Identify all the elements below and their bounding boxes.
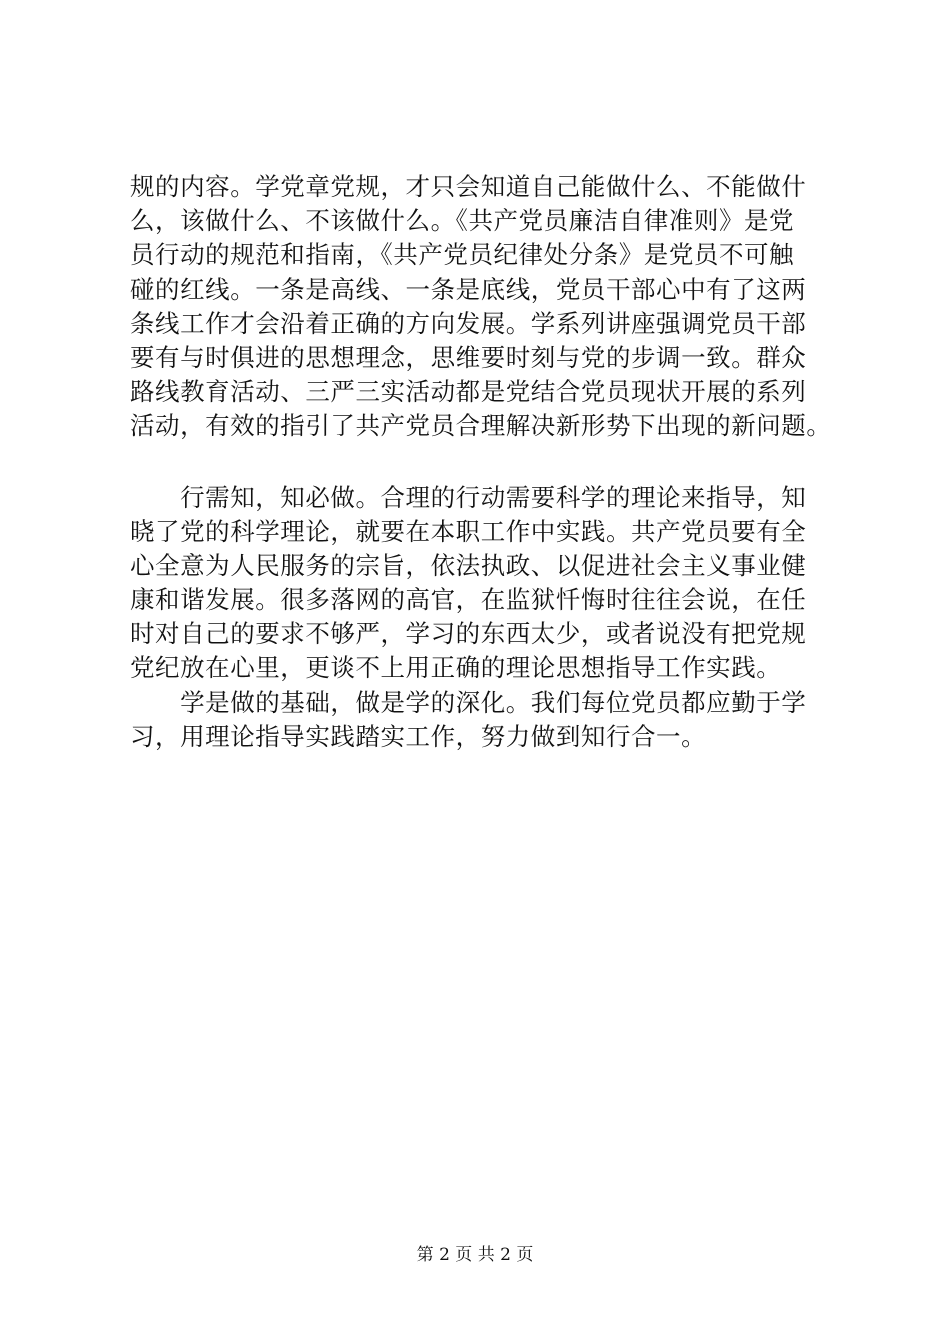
page-footer [0, 1243, 950, 1267]
paragraph-spacer [130, 444, 830, 481]
text-line: 晓了党的科学理论，就要在本职工作中实践。共产党员要有全 [130, 516, 807, 546]
text-line: 条线工作才会沿着正确的方向发展。学系列讲座强调党员干部 [130, 308, 807, 338]
text-line: 活动，有效的指引了共产党员合理解决新形势下出现的新问题。 [130, 411, 832, 441]
text-line: 心全意为人民服务的宗旨，依法执政、以促进社会主义事业健 [130, 550, 807, 580]
paragraph-3 [130, 686, 830, 754]
text-line: 康和谐发展。很多落网的高官，在监狱忏悔时往往会说，在任 [130, 585, 807, 615]
text-line: 学是做的基础，做是学的深化。我们每位党员都应勤于学 [130, 687, 807, 717]
text-line: 么，该做什么、不该做什么。《共产党员廉洁自律准则》是党 [130, 206, 795, 236]
text-line: 行需知，知必做。合理的行动需要科学的理论来指导，知 [130, 482, 807, 512]
paragraph-1 [130, 170, 830, 444]
text-line: 路线教育活动、三严三实活动都是党结合党员现状开展的系列 [130, 377, 807, 407]
page-number: 第 2 页 共 2 页 [416, 1245, 534, 1265]
text-line: 党纪放在心里，更谈不上用正确的理论思想指导工作实践。 [130, 653, 782, 683]
text-line: 时对自己的要求不够严，学习的东西太少，或者说没有把党规 [130, 619, 807, 649]
document-body [130, 170, 830, 754]
paragraph-2 [130, 481, 830, 686]
text-line: 员行动的规范和指南，《共产党员纪律处分条》是党员不可触 [130, 240, 795, 270]
text-line: 规的内容。学党章党规，才只会知道自己能做什么、不能做什 [130, 172, 807, 201]
text-line: 要有与时俱进的思想理念，思维要时刻与党的步调一致。群众 [130, 342, 807, 372]
text-line: 习，用理论指导实践踏实工作，努力做到知行合一。 [130, 721, 707, 751]
text-line: 碰的红线。一条是高线、一条是底线，党员干部心中有了这两 [130, 274, 807, 304]
